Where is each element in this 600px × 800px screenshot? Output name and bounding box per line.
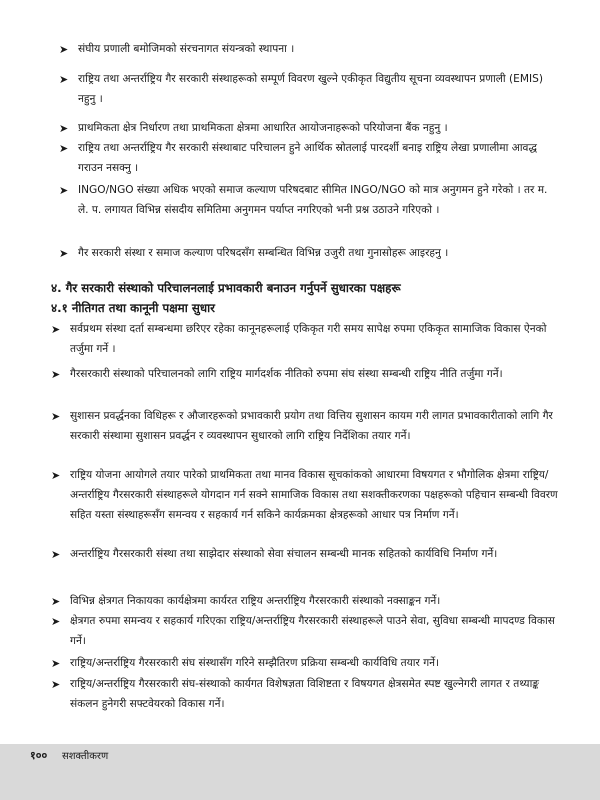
arrow-right-icon: ➤ [59,184,69,197]
list-item [51,592,558,612]
arrow-right-icon: ➤ [51,615,61,628]
list-item [51,320,558,360]
list-item [59,244,553,264]
arrow-right-icon: ➤ [51,595,61,608]
arrow-right-icon: ➤ [51,368,61,381]
list-item [51,654,558,674]
list-item [59,119,553,139]
bullet-text: विभिन्न क्षेत्रगत निकायका कार्यक्षेत्रमा कार्यरत राष्ट्रिय अन्तर्राष्ट्रिय गैरसरकारी संस्थाको नक्साङ्कन गर्ने। [70,595,441,607]
list-item [51,612,558,652]
bullet-text: राष्ट्रिय योजना आयोगले तयार पारेको प्राथमिकता तथा मानव विकास सूचकांकको आधारमा विषयगत र भौगोलिक क्षेत्रमा राष्ट्रिय/अन्तर्राष्ट्रिय गैरसरकारी संस्थाहरूले योगदान गर्न सक्ने सामाजिक विकास तथा सशक्तीकरणका पक्षहरूको पहिचान सम्बन्धी विवरण सहित यस्ता संस्थाहरूसँग समन्वय र सहकार्य गर्न सकिने कार्यक्रमका क्षेत्रहरूको आधार पत्र निर्माण गर्ने। [70,469,558,521]
list-item [51,466,558,525]
list-item [59,70,553,110]
arrow-right-icon: ➤ [59,43,69,56]
bullet-text: संघीय प्रणाली बमोजिमको संरचनागत संयन्त्रको स्थापना । [78,43,295,55]
arrow-right-icon: ➤ [59,142,69,155]
bullet-text: सर्वप्रथम संस्था दर्ता सम्बन्धमा छरिएर रहेका कानूनहरूलाई एकिकृत गरी समय सापेक्ष रुपमा एकिकृत सामाजिक विकास ऐनको तर्जुमा गर्ने । [70,323,547,355]
bullet-text: क्षेत्रगत रुपमा समन्वय र सहकार्य गरिएका राष्ट्रिय/अन्तर्राष्ट्रिय गैरसरकारी संस्थाहरूले पाउने सेवा, सुविधा सम्बन्धी मापदण्ड विकास गर्ने। [70,615,555,647]
arrow-right-icon: ➤ [51,469,61,482]
arrow-right-icon: ➤ [51,548,61,561]
list-item [51,365,558,385]
bullet-text: प्राथमिकता क्षेत्र निर्धारण तथा प्राथमिकता क्षेत्रमा आधारित आयोजनाहरूको परियोजना बैंक नहुनु । [78,122,448,134]
bullet-text: गैर सरकारी संस्था र समाज कल्याण परिषदसँग सम्बन्धित विभिन्न उजुरी तथा गुनासोहरू आइरहनु । [78,247,449,259]
list-item [51,675,558,715]
arrow-right-icon: ➤ [51,657,61,670]
page-number: १०० [30,749,48,762]
bullet-text: सुशासन प्रवर्द्धनका विधिहरू र औजारहरूको प्रभावकारी प्रयोग तथा वित्तिय सुशासन कायम गरी लागत प्रभावकारीताको लागि गैर सरकारी संस्थामा सुशासन प्रवर्द्धन र व्यवस्थापन सुधारको लागि राष्ट्रिय निर्देशिका तयार गर्ने। [70,410,553,442]
list-item [51,407,558,447]
bullet-text: अन्तर्राष्ट्रिय गैरसरकारी संस्था तथा साझेदार संस्थाको सेवा संचालन सम्बन्धी मानक सहितको कार्यविधि निर्माण गर्ने। [70,548,498,560]
bullet-text: गैरसरकारी संस्थाको परिचालनको लागि राष्ट्रिय मार्गदर्शक नीतिको रुपमा संघ संस्था सम्बन्धी राष्ट्रिय नीति तर्जुमा गर्ने। [70,368,503,380]
bullet-text: INGO/NGO संख्या अधिक भएको समाज कल्याण परिषदबाट सीमित INGO/NGO को मात्र अनुगमन हुने गरेको । तर म. ले. प. लगायत विभिन्न संसदीय समितिमा अनुगमन पर्याप्त नगरिएको भनी प्रश्न उठाउने गरिएको । [78,184,548,216]
arrow-right-icon: ➤ [51,410,61,423]
list-item [59,181,553,221]
arrow-right-icon: ➤ [51,678,61,691]
bullet-text: राष्ट्रिय तथा अन्तर्राष्ट्रिय गैर सरकारी संस्थाहरूको सम्पूर्ण विवरण खुल्ने एकीकृत विद्युतीय सूचना व्यवस्थापन प्रणाली (EMIS) नहुनु । [78,73,543,105]
arrow-right-icon: ➤ [59,122,69,135]
bullet-text: राष्ट्रिय/अन्तर्राष्ट्रिय गैरसरकारी संघ संस्थासँग गरिने सम्झैतिरण प्रक्रिया सम्बन्धी कार्यविधि तयार गर्ने। [70,657,440,669]
bullet-text: राष्ट्रिय/अन्तर्राष्ट्रिय गैरसरकारी संघ-संस्थाको कार्यगत विशेषज्ञता विशिष्टता र विषयगत क्षेत्रसमेत स्पष्ट खुल्नेगरी लागत र तथ्याङ्क संकलन हुनेगरी सफ्टवेयरको विकास गर्ने। [70,678,540,710]
list-item [51,545,558,565]
arrow-right-icon: ➤ [59,247,69,260]
section-heading: ४. गैर सरकारी संस्थाको परिचालनलाई प्रभावकारी बनाउन गर्नुपर्ने सुधारका पक्षहरू [51,281,401,295]
list-item [59,40,553,60]
arrow-right-icon: ➤ [51,323,61,336]
bullet-text: राष्ट्रिय तथा अन्तर्राष्ट्रिय गैर सरकारी संस्थाबाट परिचालन हुने आर्थिक स्रोतलाई पारदर्शी बनाइ राष्ट्रिय लेखा प्रणालीमा आवद्ध गराउन नसक्नु । [78,142,537,174]
footer-title: सशक्तीकरण [62,751,109,762]
list-item [59,139,553,179]
arrow-right-icon: ➤ [59,73,69,86]
subsection-heading: ४.१ नीतिगत तथा कानूनी पक्षमा सुधार [51,301,215,315]
